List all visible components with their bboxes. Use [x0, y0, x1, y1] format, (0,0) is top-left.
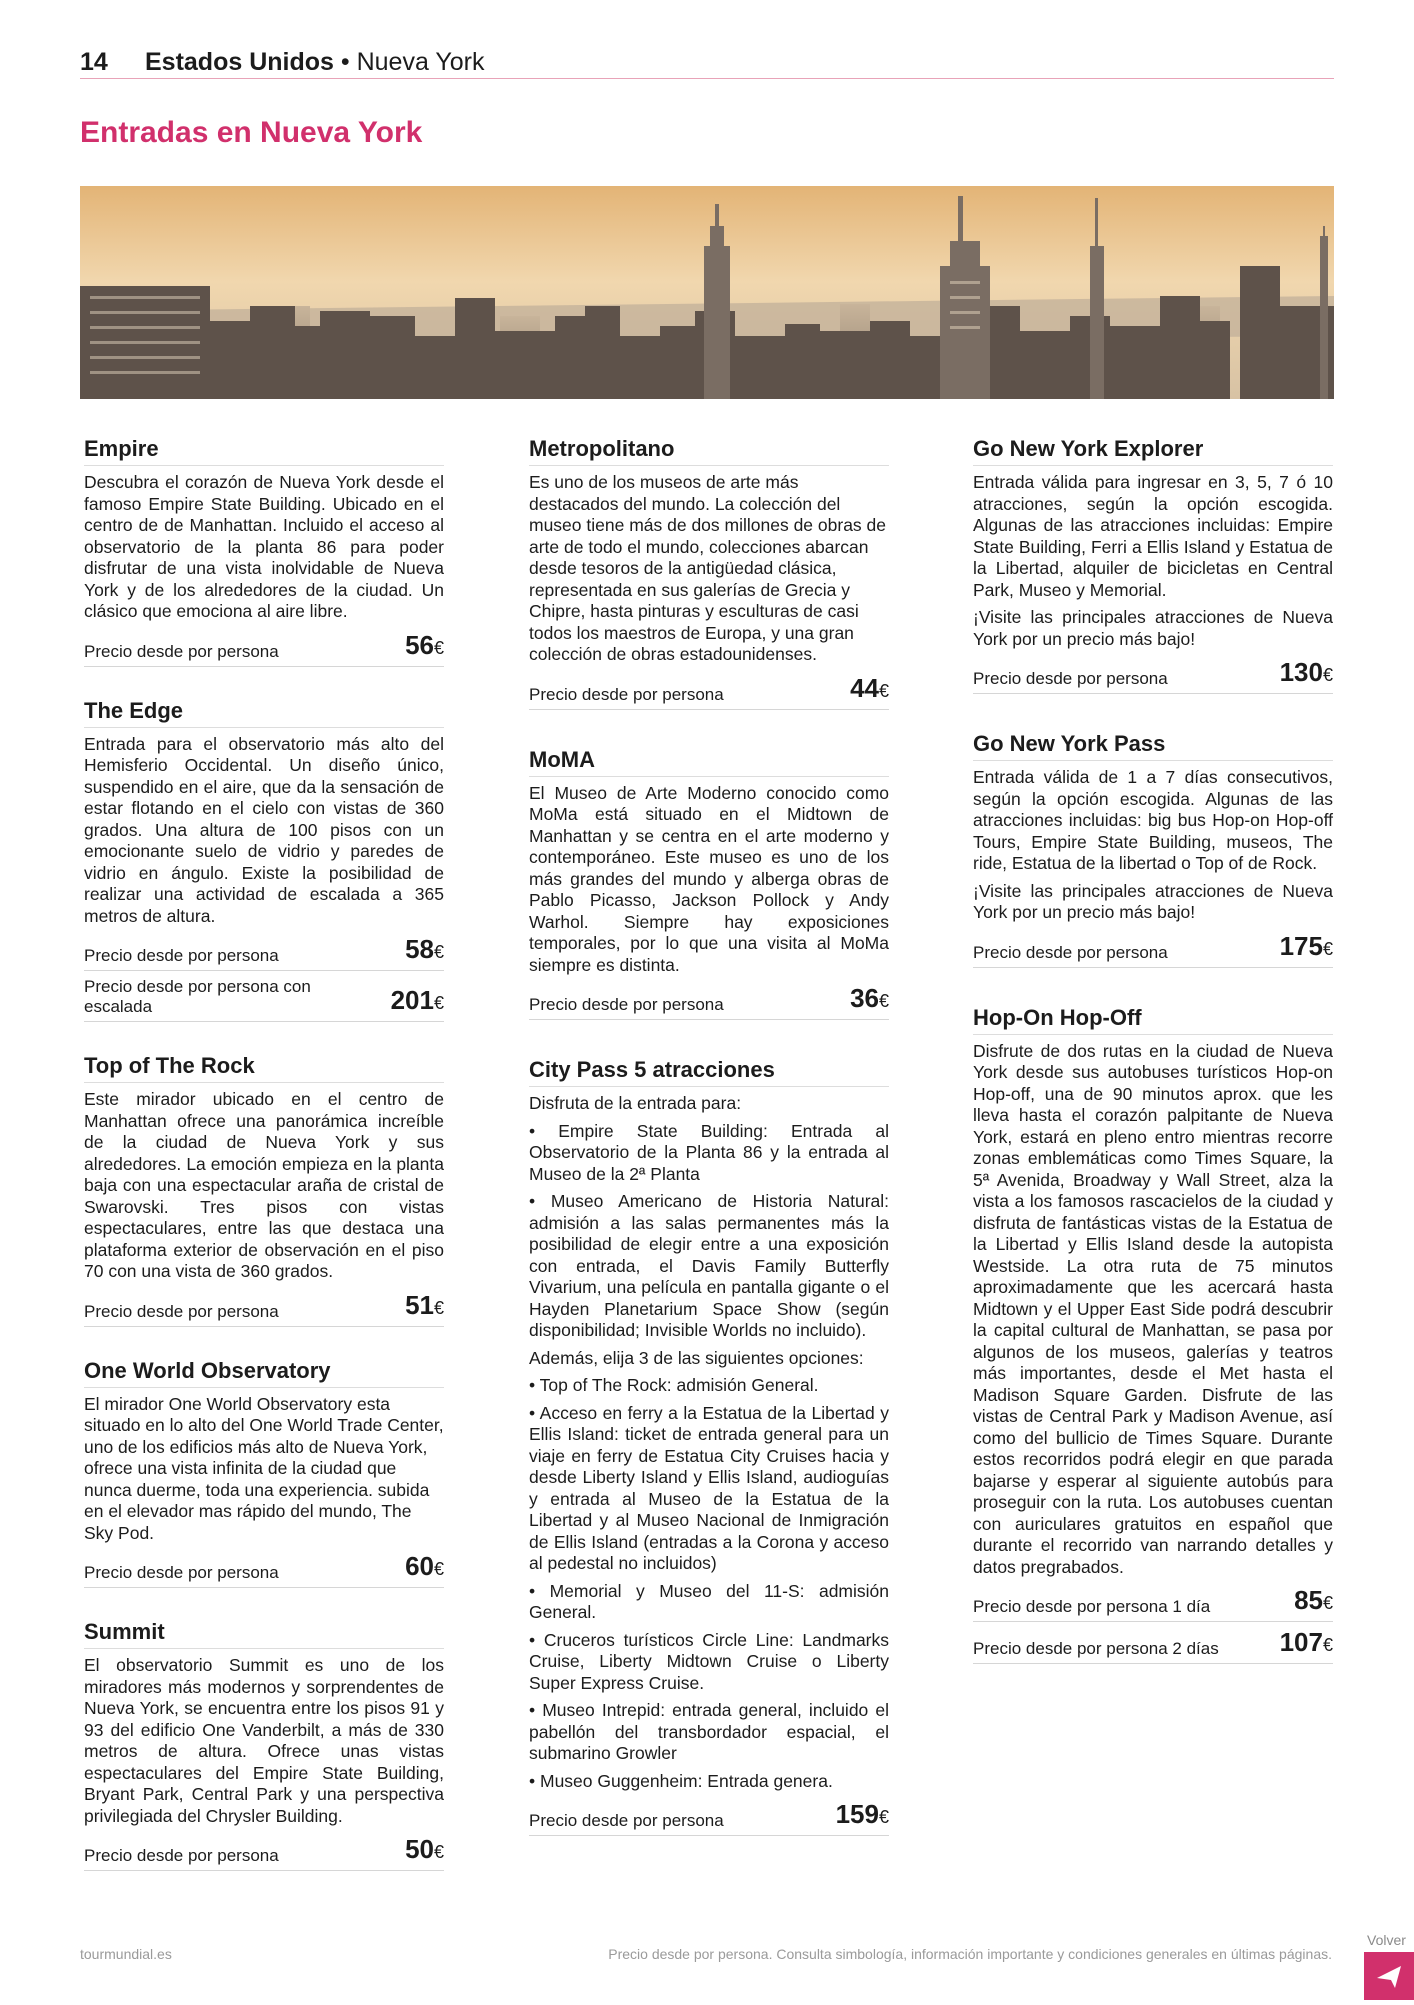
price-currency: € — [1322, 1593, 1333, 1613]
page-title: Entradas en Nueva York — [80, 116, 423, 149]
card-description: Descubra el corazón de Nueva York desde el famoso Empire State Building. Ubicado en el centro de de Manhattan. Incluido el acceso al observatorio de la planta 86 para poder disfrutar de una vista inolvidable de Nueva York y de los alrededores de la ciudad. Un clásico que emociona al aire libre. — [84, 472, 444, 621]
price-amount: 51 — [405, 1289, 434, 1320]
banner-image — [80, 186, 1334, 399]
price-label: Precio desde por persona 2 días — [973, 1639, 1219, 1658]
card-list-item: • Empire State Building: Entrada al Observatorio de la Planta 86 y la entrada al Museo de la 2ª Planta — [529, 1120, 889, 1184]
breadcrumb-country: Estados Unidos — [145, 48, 334, 76]
price-value — [1280, 658, 1333, 689]
price-amount: 107 — [1279, 1627, 1323, 1657]
breadcrumb-city: Nueva York — [356, 48, 485, 76]
ticket-card-moma — [529, 746, 889, 1021]
card-description: Disfrute de dos rutas en la ciudad de Nueva York desde sus autobuses turísticos Hop-on Hop-off, una de 90 minutos aprox. que les lleva hasta el corazón palpitante de Nueva York, estará en pleno entro mientras recorre zonas emblemáticas como Times Square, la 5ª Avenida, Broadway y Wall Street, alza la vista a los famosos rascacielos de la ciudad y disfruta de fantásticas vistas de la Estatua de la Libertad y Ellis Island desde la autopista Westside. La otra ruta de 75 minutos aproximadamente que les acercará hasta Midtown y el Upper East Side podrá descubrir la capital cultural de Manhattan, se pasa por algunos de los museos, galerías y teatros más importantes, desde el Met hasta el Madison Square Garden. Disfrute de las vistas de Central Park y Madison Avenue, así como del bullicio de Times Square. Durante estos recorridos podrá elegir en que parada bajarse y esperar al siguiente autobús para proseguir con la ruta. Los autobuses cuentan con auriculares gratuitos en español que durante el recorrido van narrando detalles y datos pregrabados. — [973, 1040, 1333, 1577]
card-description: El observatorio Summit es uno de los miradores más modernos y sorprendentes de Nueva York, se encuentra entre los pisos 91 y 93 del edificio One Vanderbilt, a más de 330 metros de altura. Ofrece unas vistas espectaculares del Empire State Building, Bryant Park, Central Park y una perspectiva privilegiada del Chrysler Building. — [84, 1655, 444, 1826]
card-list-item: • Museo Americano de Historia Natural: admisión a las salas permanentes más la posibilidad de elegir entre a una exposición con entrada, el Davis Family Butterfly Vivarium, una película en pantalla gigante o el Hayden Planetarium Space Show (según disponibilidad; Invisible Worlds no incluido). — [529, 1191, 889, 1340]
price-row — [529, 672, 889, 710]
price-value — [1280, 1628, 1333, 1659]
price-amount: 130 — [1279, 657, 1323, 687]
card-title: Summit — [84, 1618, 444, 1649]
price-currency: € — [433, 637, 444, 658]
price-label: Precio desde por persona — [529, 1811, 724, 1830]
price-row — [973, 656, 1333, 694]
price-row — [529, 1798, 889, 1836]
price-label: Precio desde por persona — [529, 684, 724, 704]
card-intro: Disfruta de la entrada para: — [529, 1093, 742, 1113]
price-currency: € — [433, 942, 444, 962]
ticket-card-top-of-the-rock — [84, 1052, 444, 1327]
card-description: Entrada válida para ingresar en 3, 5, 7 ó 10 atracciones, según la opción escogida. Algunas de las atracciones incluidas: Empire State Building, Ferri a Ellis Island y Estatua de la Libertad, alquiler de bicicletas en Central Park, Museo y Memorial. — [973, 472, 1333, 600]
column-left — [84, 435, 444, 1871]
footer-note: Precio desde por persona. Consulta simbología, información importante y condiciones generales en últimas páginas. — [608, 1946, 1332, 1962]
footer-site: tourmundial.es — [80, 1946, 172, 1962]
price-amount: 159 — [835, 1799, 879, 1829]
price-currency: € — [433, 993, 444, 1013]
ticket-card-go-new-york-explorer — [973, 435, 1333, 694]
price-currency: € — [878, 680, 889, 701]
card-list-item: • Memorial y Museo del 11-S: admisión General. — [529, 1580, 889, 1622]
back-label: Volver — [1367, 1932, 1406, 1948]
price-row — [84, 1550, 444, 1588]
card-title: Empire — [84, 435, 444, 466]
price-amount: 44 — [850, 672, 879, 703]
card-title: Hop-On Hop-Off — [973, 1004, 1333, 1035]
ticket-card-hop-on-hop-off — [973, 1004, 1333, 1665]
price-row — [84, 1289, 444, 1327]
ticket-card-the-edge — [84, 697, 444, 1023]
ticket-card-city-pass — [529, 1056, 889, 1836]
price-row — [84, 933, 444, 971]
card-title: The Edge — [84, 697, 444, 728]
card-tagline: ¡Visite las principales atracciones de Nueva York por un precio más bajo! — [973, 880, 1333, 922]
card-title: Metropolitano — [529, 435, 889, 466]
price-amount: 56 — [405, 629, 434, 660]
ticket-card-empire — [84, 435, 444, 667]
price-row — [84, 629, 444, 667]
card-list-item: • Museo Intrepid: entrada general, incluido el pabellón del transbordador espacial, el submarino Growler — [529, 1700, 889, 1763]
price-value — [1280, 932, 1333, 963]
price-label: Precio desde por persona — [84, 641, 279, 661]
card-description: El mirador One World Observatory esta situado en lo alto del One World Trade Center, uno de los edificios más alto de Nueva York, ofrece una vista infinita de la ciudad que nunca duerme, toda una experiencia. subida en el elevador mas rápido del mundo, The Sky Pod. — [84, 1393, 444, 1543]
ticket-card-summit — [84, 1618, 444, 1871]
price-value — [850, 984, 889, 1015]
price-amount: 60 — [405, 1551, 434, 1581]
price-label: Precio desde por persona — [84, 1846, 279, 1865]
price-label: Precio desde por persona — [529, 995, 724, 1014]
card-title: Go New York Pass — [973, 730, 1333, 761]
price-value — [405, 1552, 444, 1583]
price-value — [850, 674, 889, 705]
price-amount: 58 — [405, 934, 434, 964]
price-label: Precio desde por persona — [84, 1301, 279, 1321]
breadcrumb — [145, 48, 484, 77]
price-amount: 36 — [850, 983, 879, 1013]
price-value — [1294, 1586, 1333, 1617]
price-label: Precio desde por persona con escalada — [84, 977, 311, 1016]
page-number: 14 — [80, 48, 108, 76]
price-row — [84, 1833, 444, 1871]
ticket-card-metropolitano — [529, 435, 889, 710]
price-currency: € — [1322, 938, 1333, 959]
card-description: Es uno de los museos de arte más destacados del mundo. La colección del museo tiene más de dos millones de obras de arte de todo el mundo, colecciones abarcan desde tesoros de la antigüedad clásica, representada en sus galerías de Grecia y Chipre, hasta pinturas y esculturas de casi todos los maestros de Europa, y una gran colección de obras estadounidenses. — [529, 472, 887, 664]
card-list-item: • Acceso en ferry a la Estatua de la Libertad y Ellis Island: ticket de entrada general para un viaje en ferry de Estatua City Cruises hacia y desde Liberty Island y Ellis Island, audioguías y entrada al Museo de la Estatua de la Libertad y al Museo Nacional de Inmigración de Ellis Island (entradas a la Corona y acceso al pedestal no incluidos) — [529, 1402, 889, 1573]
price-currency: € — [1322, 665, 1333, 685]
card-list-item: • Cruceros turísticos Circle Line: Landmarks Cruise, Liberty Midtown Cruise o Liberty Super Express Cruise. — [529, 1629, 889, 1693]
card-title: Top of The Rock — [84, 1052, 444, 1083]
price-value — [391, 986, 444, 1017]
price-row — [529, 982, 889, 1020]
price-value — [836, 1800, 889, 1831]
card-description: Entrada para el observatorio más alto del Hemisferio Occidental. Un diseño único, suspendido en el aire, que da la sensación de estar flotando en el cielo con vistas de 360 grados. Una altura de 100 pisos con un emocionante suelo de vidrio y paredes de vidrio en ángulo. Existe la posibilidad de realizar una actividad de escalada a 365 metros de altura. — [84, 733, 444, 926]
price-currency: € — [878, 1807, 889, 1827]
price-row — [973, 1626, 1333, 1664]
ticket-card-go-new-york-pass — [973, 730, 1333, 968]
page-header — [80, 48, 1334, 79]
card-intro: Además, elija 3 de las siguientes opciones: — [529, 1347, 864, 1368]
price-amount: 201 — [390, 985, 434, 1015]
card-title: Go New York Explorer — [973, 435, 1333, 466]
price-row — [84, 975, 444, 1022]
price-value — [405, 631, 444, 662]
back-button[interactable] — [1364, 1952, 1414, 2000]
breadcrumb-separator: • — [333, 48, 357, 76]
card-description: Entrada válida de 1 a 7 días consecutivos, según la opción escogida. Algunas de las atracciones incluidas: big bus Hop-on Hop-off Tours, Empire State Building, museos, The ride, Estatua de la libertad o Top of de Rock. — [973, 767, 1333, 873]
card-title: One World Observatory — [84, 1357, 444, 1388]
price-value — [405, 1835, 444, 1866]
card-tagline: ¡Visite las principales atracciones de Nueva York por un precio más bajo! — [973, 607, 1333, 649]
price-row — [973, 1584, 1333, 1622]
price-label: Precio desde por persona 1 día — [973, 1597, 1211, 1616]
price-value — [405, 1291, 444, 1322]
price-currency: € — [433, 1559, 444, 1579]
price-value — [405, 935, 444, 966]
price-currency: € — [878, 991, 889, 1011]
price-currency: € — [1322, 1635, 1333, 1655]
manhattan-skyline-image — [80, 186, 1334, 399]
price-amount: 175 — [1279, 930, 1323, 961]
card-description: Este mirador ubicado en el centro de Manhattan ofrece una panorámica increíble de la ciudad de Nueva York y sus alrededores. La emoción empieza en la planta baja con una espectacular araña de cristal de Swarovski. Tres pisos con vistas espectaculares, entre las que destaca una plataforma exterior de observación en el piso 70 con una vista de 360 grados. — [84, 1089, 444, 1281]
back-arrow-icon — [1364, 1952, 1414, 2000]
card-description: El Museo de Arte Moderno conocido como MoMa está situado en el Midtown de Manhattan y se centra en el arte moderno y contemporáneo. Este museo es uno de los más grandes del mundo y alberga obras de Pablo Picasso, Jackson Pollock y Andy Warhol. Siempre hay exposiciones temporales, por lo que una visita al MoMa siempre es distinta. — [529, 782, 889, 975]
card-list-item: • Top of The Rock: admisión General. — [529, 1375, 819, 1395]
column-middle — [529, 435, 889, 1836]
price-currency: € — [433, 1297, 444, 1318]
price-label: Precio desde por persona — [973, 942, 1168, 962]
card-title: MoMA — [529, 746, 889, 777]
ticket-card-one-world-observatory — [84, 1357, 444, 1589]
price-amount: 85 — [1294, 1585, 1323, 1615]
column-right — [973, 435, 1333, 1664]
price-label: Precio desde por persona — [84, 946, 279, 965]
price-row — [973, 930, 1333, 968]
price-label: Precio desde por persona — [84, 1563, 279, 1582]
card-title: City Pass 5 atracciones — [529, 1056, 889, 1087]
price-label: Precio desde por persona — [973, 669, 1168, 688]
price-currency: € — [433, 1842, 444, 1862]
card-list-item: • Museo Guggenheim: Entrada genera. — [529, 1770, 833, 1791]
price-amount: 50 — [405, 1834, 434, 1864]
